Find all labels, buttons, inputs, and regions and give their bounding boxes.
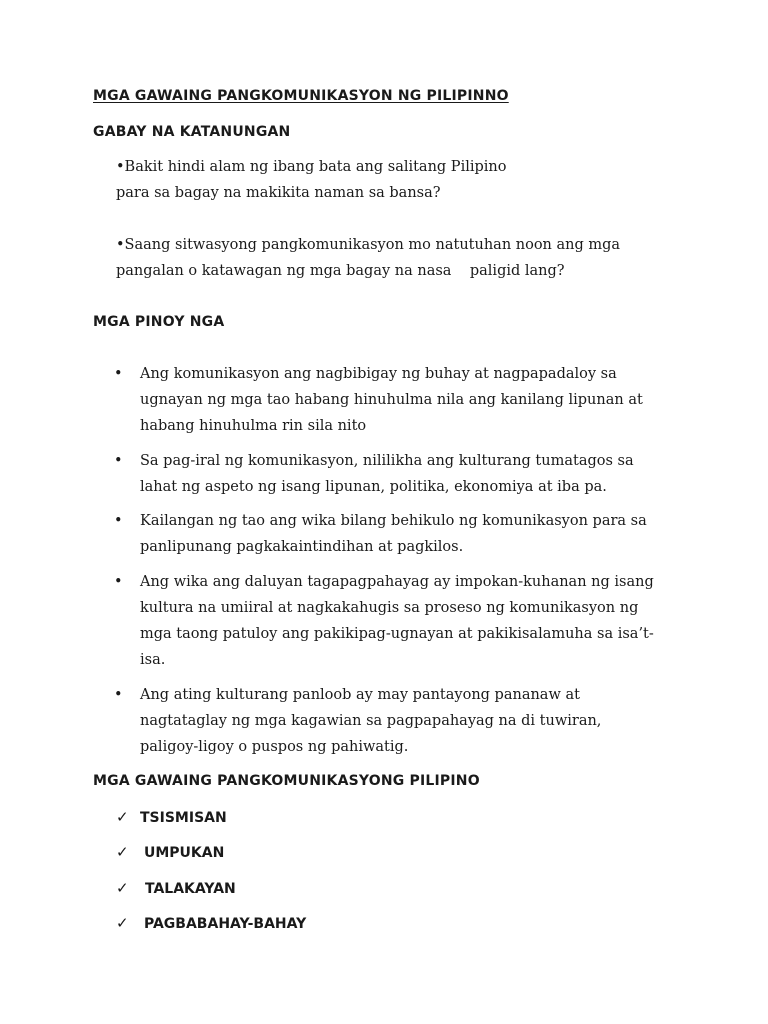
- list-item-line: panlipunang pagkakaintindihan at pagkilos.: [140, 539, 464, 555]
- list-item-line: isa.: [140, 652, 166, 668]
- bullet: •: [114, 687, 123, 703]
- checklist-item: [116, 879, 236, 897]
- checkmark-icon: ✓: [116, 808, 129, 826]
- checklist-item-label: TALAKAYAN: [145, 881, 236, 897]
- checklist-item: [116, 808, 227, 826]
- list-item-line: ugnayan ng mga tao habang hinuhulma nila ang kanilang lipunan at: [140, 392, 643, 408]
- document-title: MGA GAWAING PANGKOMUNIKASYON NG PILIPINNO: [93, 88, 509, 104]
- question-line: •Saang sitwasyong pangkomunikasyon mo natutuhan noon ang mga: [116, 237, 621, 253]
- list-item-line: paligoy-ligoy o puspos ng pahiwatig.: [140, 739, 409, 755]
- list-item: [114, 682, 694, 760]
- bullet: •: [114, 513, 123, 529]
- checklist-item-label: TSISMISAN: [140, 810, 227, 826]
- list-item-line: habang hinuhulma rin sila nito: [140, 418, 367, 434]
- list-item-line: Sa pag-iral ng komunikasyon, nililikha ang kulturang tumatagos sa: [140, 453, 634, 469]
- bullet: •: [114, 453, 123, 469]
- list-item-line: mga taong patuloy ang pakikipag-ugnayan at pakikisalamuha sa isa’t-: [140, 626, 654, 642]
- list-item-line: lahat ng aspeto ng isang lipunan, politika, ekonomiya at iba pa.: [140, 479, 607, 495]
- checklist-item-label: UMPUKAN: [144, 845, 225, 861]
- bullet: •: [114, 366, 123, 382]
- guide-question: [116, 154, 506, 206]
- checkmark-icon: ✓: [116, 914, 129, 932]
- pinoy-heading: MGA PINOY NGA: [93, 314, 225, 330]
- list-item-line: Ang ating kulturang panloob ay may pantayong pananaw at: [140, 687, 580, 703]
- checklist-item: [116, 914, 306, 932]
- list-item-line: Ang komunikasyon ang nagbibigay ng buhay at nagpapadaloy sa: [140, 366, 617, 382]
- question-line: pangalan o katawagan ng mga bagay na nasa paligid lang?: [116, 263, 565, 279]
- guide-question: [116, 232, 620, 284]
- question-line: •Bakit hindi alam ng ibang bata ang salitang Pilipino: [116, 159, 507, 175]
- bullet: •: [114, 574, 123, 590]
- list-item-line: Kailangan ng tao ang wika bilang behikulo ng komunikasyon para sa: [140, 513, 647, 529]
- gawain-heading: MGA GAWAING PANGKOMUNIKASYONG PILIPINO: [93, 773, 480, 789]
- checkmark-icon: ✓: [116, 843, 129, 861]
- list-item-line: kultura na umiiral at nagkakahugis sa proseso ng komunikasyon ng: [140, 600, 639, 616]
- list-item-line: nagtataglay ng mga kagawian sa pagpapahayag na di tuwiran,: [140, 713, 602, 729]
- checklist-item-label: PAGBABAHAY-BAHAY: [144, 916, 307, 932]
- list-item: [114, 448, 694, 500]
- list-item: [114, 361, 694, 439]
- guide-heading: GABAY NA KATANUNGAN: [93, 124, 291, 140]
- question-line: para sa bagay na makikita naman sa bansa?: [116, 185, 441, 201]
- checkmark-icon: ✓: [116, 879, 129, 897]
- list-item: [114, 569, 694, 673]
- checklist-item: [116, 843, 224, 861]
- list-item: [114, 508, 694, 560]
- list-item-line: Ang wika ang daluyan tagapagpahayag ay impokan-kuhanan ng isang: [140, 574, 654, 590]
